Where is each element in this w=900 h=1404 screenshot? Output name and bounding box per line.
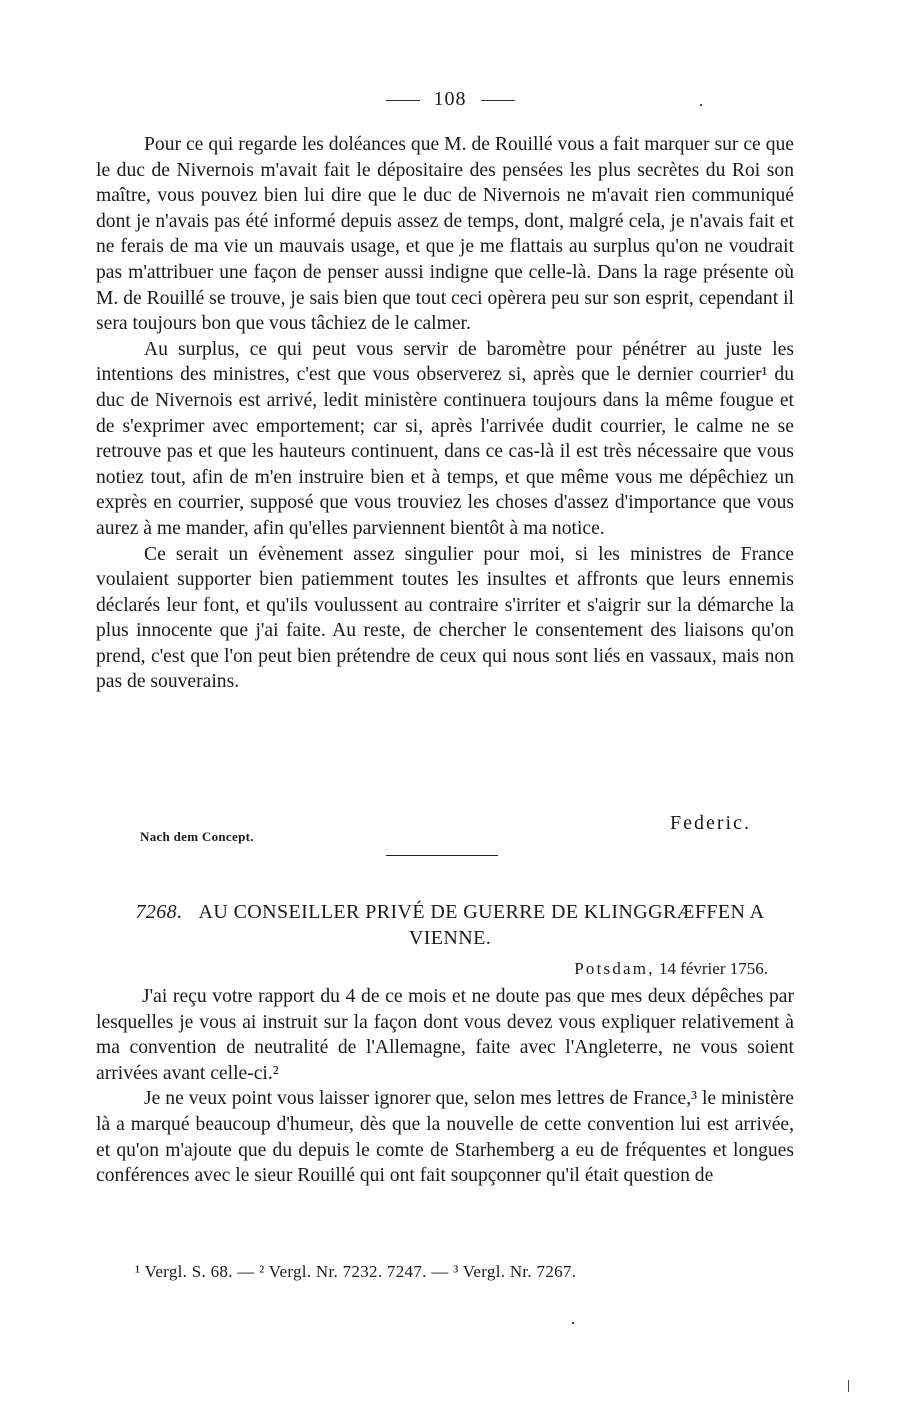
signature: Federic. [670,812,751,834]
header-rule-left [386,100,420,101]
footnotes: ¹ Vergl. S. 68. — ² Vergl. Nr. 7232. 7247. — ³ Vergl. Nr. 7267. [135,1262,577,1281]
print-speck [848,1380,849,1392]
letter-2-heading [120,899,780,951]
letter-2-paragraph-1: J'ai reçu votre rapport du 4 de ce mois et ne doute pas que mes deux dépêches par lesquelles je vous ai instruit sur la façon dont vous devez vous expliquer relativement à ma convention de neutralité de l'Allemagne, faite avec l'Angleterre, ne vous soient arrivées avant celle-ci.² [96,986,794,1084]
page-number: 108 [433,88,467,110]
letter-number: 7268. [135,901,183,923]
letter-2-paragraph-2: Je ne veux point vous laisser ignorer que, selon mes lettres de France,³ le ministère là a marqué beaucoup d'humeur, dès que la nouvelle de cette convention lui est arrivée, et qu'on m'ajoute que du depuis le comte de Starhemberg a eu de fréquentes et longues conférences avec le sieur Rouillé qui ont fait soupçonner qu'il était question de [96,1088,794,1187]
source-note: Nach dem Concept. [140,829,254,844]
print-speck [700,104,702,106]
letter-1-paragraph-1: Pour ce qui regarde les doléances que M. de Rouillé vous a fait marquer sur ce que le duc de Nivernois m'avait fait le dépositaire des pensées les plus secrètes du Roi son maître, vous pouvez bien lui dire que le duc de Nivernois ne m'avait rien communiqué dont je n'avais pas été informé depuis assez de temps, dont, malgré cela, je n'avais fait et ne ferais de ma vie un mauvais usage, et que je me flattais au surplus qu'on ne voudrait pas m'attribuer une façon de penser aussi indigne que celle-là. Dans la rage présente où M. de Rouillé se trouve, je sais bien que tout ceci opèrera peu sur son esprit, cependant il sera toujours bon que vous tâchiez de le calmer. [96,134,794,335]
page-header [0,88,900,111]
letter-1-paragraph-2: Au surplus, ce qui peut vous servir de baromètre pour pénétrer au juste les intentions des ministres, c'est que vous observerez si, après que le dernier courrier¹ du duc de Nivernois est arrivé, ledit ministère continuera toujours dans la même fougue et de s'exprimer avec emportement; car si, après l'arrivée dudit courrier, le calme ne se retrouve pas et que les hauteurs continuent, dans ce cas-là il est très nécessaire que vous notiez tout, afin de m'en instruire bien et à temps, et que même vous me dépêchiez un exprès en courrier, supposé que vous trouviez les choses d'assez d'importance que vous aurez à me mander, afin qu'elles parviennent bientôt à ma notice. [96,338,794,539]
letter-1-body [96,132,794,695]
print-speck [572,1322,574,1324]
dateline [574,959,768,979]
dateline-date: 14 février 1756. [658,959,768,978]
letter-2-body [96,984,794,1189]
section-divider [386,855,498,856]
letter-1-paragraph-3: Ce serait un évènement assez singulier pour moi, si les ministres de France voulaient supporter bien patiemment toutes les insultes et affronts que leurs ennemis déclarés leur font, et qu'ils voulussent au contraire s'irriter et s'aigrir sur la démarche la plus innocente que j'ai faite. Au reste, de chercher le consentement des liaisons qu'on prend, c'est que l'on peut bien prétendre de ceux qui nous sont liés en vassaux, mais non pas de souverains. [96,543,794,693]
dateline-place: Potsdam, [574,959,655,978]
header-rule-right [481,100,515,101]
letter-title: AU CONSEILLER PRIVÉ DE GUERRE DE KLINGGRÆFFEN A VIENNE. [198,901,765,949]
